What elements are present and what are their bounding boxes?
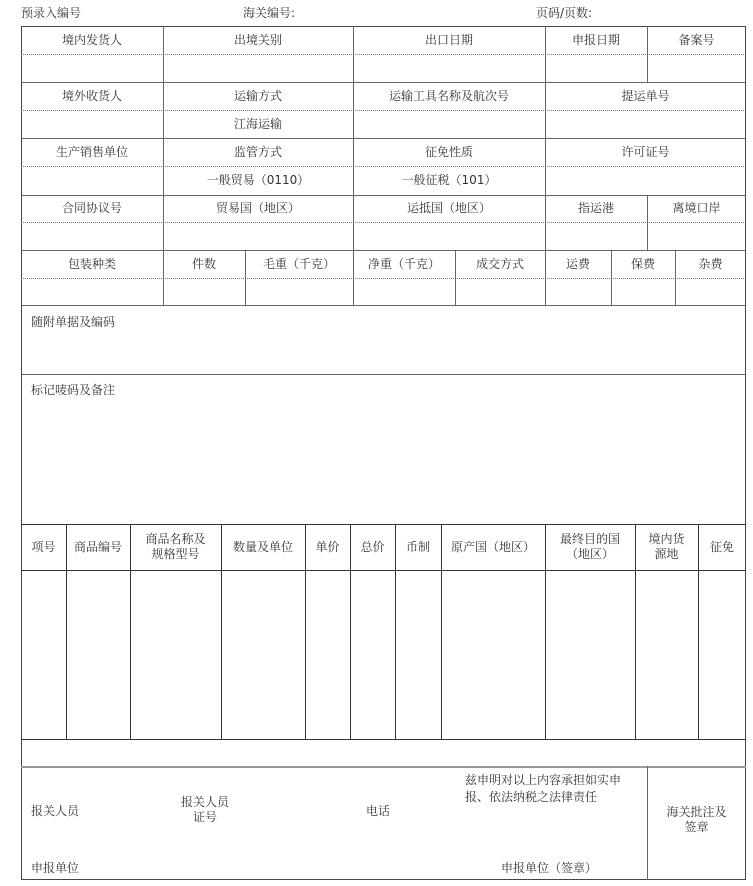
- goods-header-text: 总价: [360, 539, 385, 554]
- goods-header-text: 规格型号: [151, 547, 200, 561]
- goods-header-levy-exemption: [698, 524, 746, 570]
- destination-country-field[interactable]: [353, 222, 545, 250]
- customs-note-text: 海关批注及: [666, 805, 727, 819]
- row-divider: [21, 739, 746, 740]
- goods-header-text: 原产国（地区）: [450, 539, 535, 554]
- net-weight-label: 净重（千克）: [367, 256, 440, 271]
- marks-remarks-label: 标记唛码及备注: [31, 383, 116, 397]
- goods-header-domestic-source: [635, 524, 698, 570]
- export-date-field[interactable]: [353, 54, 545, 82]
- package-count-field[interactable]: [163, 278, 245, 305]
- package-type-label: 包装种类: [67, 256, 116, 271]
- supervision-mode-field[interactable]: 一般贸易（0110）: [206, 173, 310, 187]
- exit-customs-field[interactable]: [163, 54, 353, 82]
- goods-header-final-destination: [545, 524, 635, 570]
- exit-customs-label: 出境关别: [233, 32, 282, 47]
- gross-weight-label: 毛重（千克）: [262, 256, 335, 271]
- row-divider: [21, 766, 746, 768]
- transport-mode-field[interactable]: 江海运输: [233, 116, 282, 131]
- freight-label: 运费: [565, 256, 590, 271]
- goods-header-item-no: [21, 524, 66, 570]
- filing-number-label: 备案号: [678, 32, 715, 47]
- customs-note-label: [647, 800, 746, 840]
- trading-country-field[interactable]: [163, 222, 353, 250]
- goods-header-text: 项号: [31, 539, 56, 554]
- declarant-cert-label: [150, 792, 260, 828]
- insurance-label: 保费: [630, 256, 655, 271]
- domestic-shipper-label: 境内发货人: [61, 32, 122, 47]
- destination-country-label: 运抵国（地区）: [406, 201, 491, 215]
- freight-field[interactable]: [545, 278, 611, 305]
- phone-label: 电话: [366, 804, 391, 818]
- transaction-mode-field[interactable]: [455, 278, 545, 305]
- contract-number-field[interactable]: [21, 222, 163, 250]
- goods-header-text: 数量及单位: [232, 539, 293, 554]
- customs-note-text: 签章: [684, 820, 709, 834]
- goods-header-name-spec: [130, 524, 221, 570]
- gross-weight-field[interactable]: [245, 278, 353, 305]
- goods-header-text: （地区）: [565, 547, 614, 561]
- export-date-label: 出口日期: [424, 32, 473, 47]
- bill-of-lading-label: 提运单号: [621, 88, 670, 103]
- pre-entry-number-label: 预录入编号: [21, 6, 82, 20]
- destination-port-label: 指运港: [577, 201, 614, 215]
- goods-header-origin-country: [441, 524, 545, 570]
- production-sales-unit-label: 生产销售单位: [55, 144, 128, 159]
- levy-exemption-field[interactable]: 一般征税（101）: [401, 173, 497, 187]
- goods-header-quantity-unit: [221, 524, 305, 570]
- goods-header-unit-price: [305, 524, 350, 570]
- net-weight-field[interactable]: [353, 278, 455, 305]
- goods-table-body[interactable]: [21, 571, 746, 739]
- contract-number-label: 合同协议号: [61, 201, 122, 215]
- declaration-date-label: 申报日期: [571, 32, 620, 47]
- declaring-unit-label: 申报单位: [31, 861, 80, 875]
- row-divider: [21, 305, 746, 306]
- goods-header-hs-code: [66, 524, 130, 570]
- customs-number-label: 海关编号:: [243, 6, 296, 20]
- goods-header-currency: [395, 524, 441, 570]
- vessel-voyage-field[interactable]: [353, 110, 545, 138]
- domestic-shipper-field[interactable]: [21, 54, 163, 82]
- license-number-field[interactable]: [545, 166, 746, 195]
- statement-line: 报、依法纳税之法律责任: [465, 790, 598, 804]
- departure-port-field[interactable]: [647, 222, 746, 250]
- goods-header-text: 源地: [654, 547, 679, 561]
- license-number-label: 许可证号: [621, 144, 670, 159]
- declaration-date-field[interactable]: [545, 54, 647, 82]
- package-type-field[interactable]: [21, 278, 163, 305]
- overseas-consignee-label: 境外收货人: [61, 88, 122, 103]
- misc-charges-label: 杂费: [698, 256, 723, 271]
- trading-country-label: 贸易国（地区）: [215, 201, 300, 215]
- goods-header-text: 征免: [709, 539, 734, 554]
- declarant-cert-text: 报关人员: [180, 795, 229, 809]
- supervision-mode-label: 监管方式: [233, 144, 282, 159]
- goods-header-text: 单价: [315, 539, 340, 554]
- destination-port-field[interactable]: [545, 222, 647, 250]
- package-count-label: 件数: [191, 256, 216, 271]
- goods-header-total-price: [350, 524, 395, 570]
- misc-charges-field[interactable]: [675, 278, 746, 305]
- declarant-label: 报关人员: [31, 804, 80, 818]
- goods-header-text: 币制: [405, 539, 430, 554]
- production-sales-unit-field[interactable]: [21, 166, 163, 195]
- goods-header-text: 商品名称及: [145, 532, 206, 546]
- overseas-consignee-field[interactable]: [21, 110, 163, 138]
- declarant-cert-text: 证号: [192, 810, 217, 824]
- insurance-field[interactable]: [611, 278, 675, 305]
- transport-mode-label: 运输方式: [233, 88, 282, 103]
- declaration-statement: [465, 772, 621, 806]
- goods-header-text: 最终目的国: [559, 532, 620, 546]
- bill-of-lading-field[interactable]: [545, 110, 746, 138]
- filing-number-field[interactable]: [647, 54, 746, 82]
- departure-port-label: 离境口岸: [672, 201, 721, 215]
- attached-documents-label: 随附单据及编码: [31, 315, 116, 329]
- statement-line: 兹申明对以上内容承担如实申: [465, 773, 622, 787]
- goods-header-text: 境内货: [648, 532, 685, 546]
- transaction-mode-label: 成交方式: [475, 256, 524, 271]
- row-divider: [21, 374, 746, 375]
- levy-exemption-label: 征免性质: [424, 144, 473, 159]
- declaring-unit-seal-label: 申报单位（签章）: [501, 861, 598, 875]
- page-info-label: 页码/页数:: [536, 6, 593, 20]
- goods-header-text: 商品编号: [73, 539, 122, 554]
- vessel-voyage-label: 运输工具名称及航次号: [388, 88, 509, 103]
